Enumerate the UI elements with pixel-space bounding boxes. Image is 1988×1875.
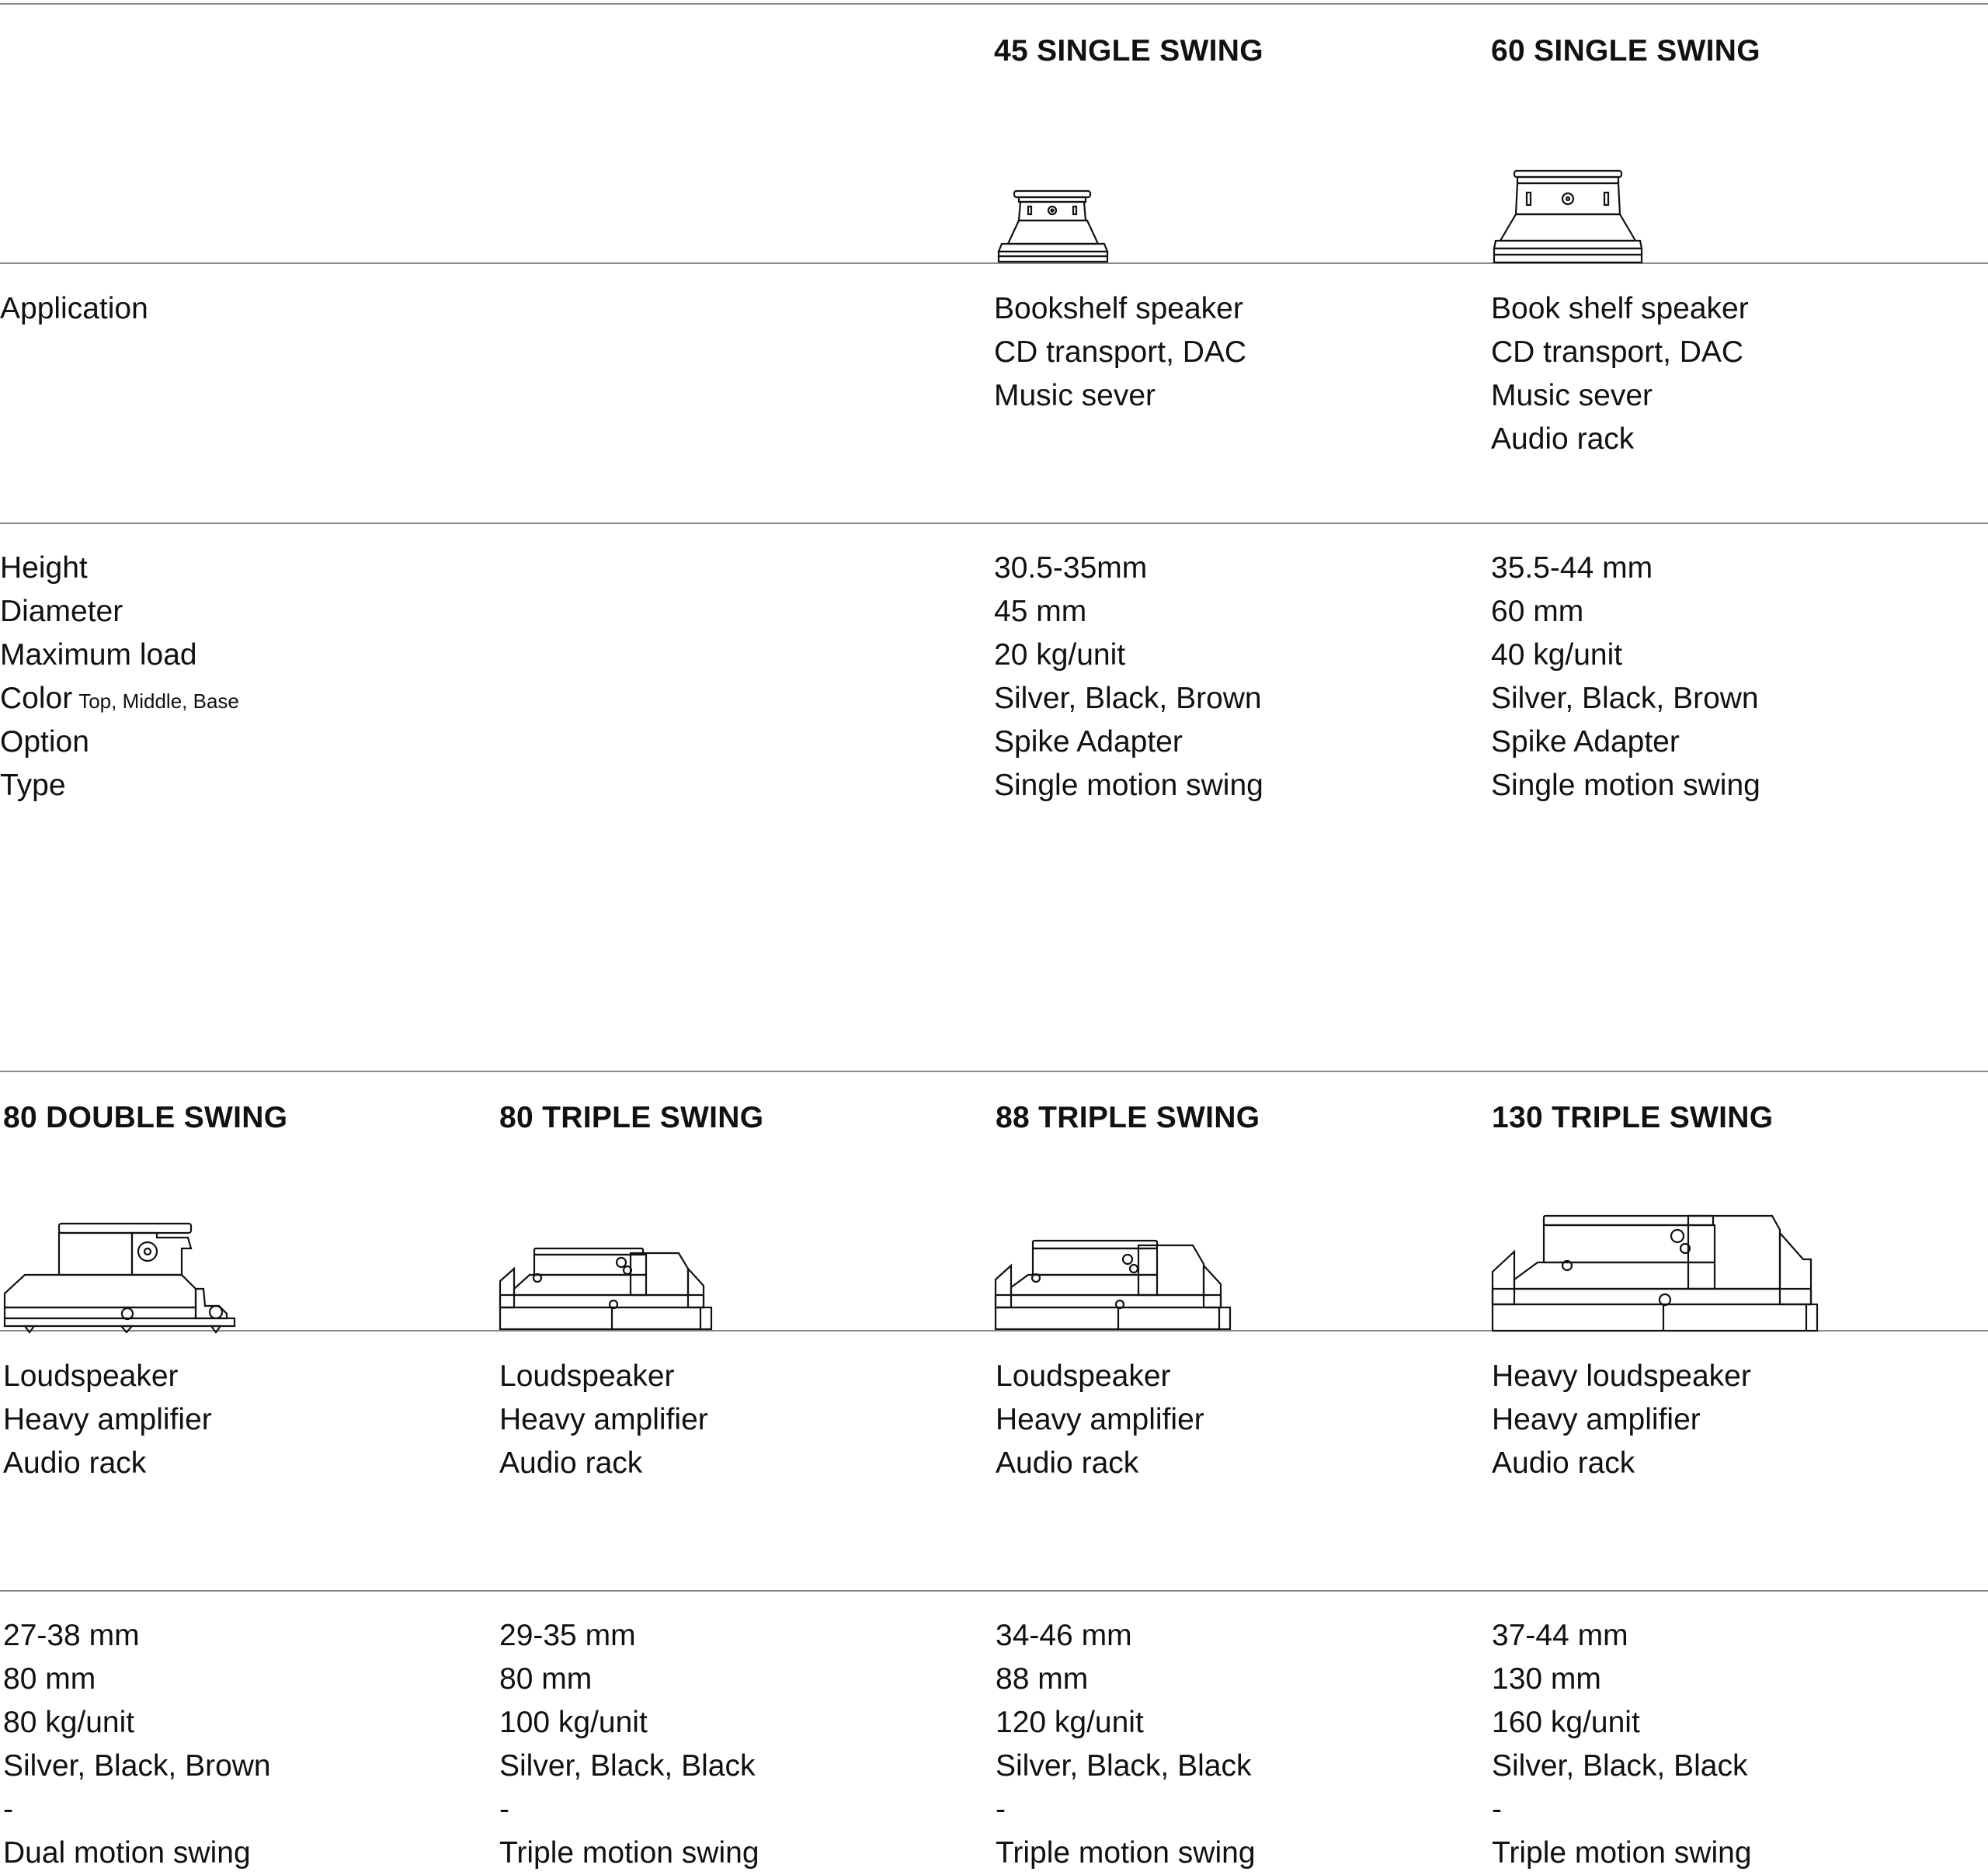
spec-list-80-double — [3, 1614, 271, 1875]
application-divider-bottom — [0, 1590, 1988, 1592]
application-item: Music sever — [994, 379, 1156, 412]
spec-color: Silver, Black, Black — [996, 1749, 1252, 1783]
spec-option: - — [996, 1793, 1006, 1826]
application-list-80-triple — [499, 1355, 708, 1485]
application-item: Heavy amplifier — [499, 1403, 708, 1436]
spec-height: 27-38 mm — [3, 1619, 140, 1652]
spec-max-load: 120 kg/unit — [996, 1706, 1144, 1739]
footer-130-triple-icon — [1491, 1213, 1821, 1332]
spec-max-load: 40 kg/unit — [1491, 638, 1623, 672]
spec-height: 35.5-44 mm — [1491, 551, 1653, 585]
product-title-45-single: 45 SINGLE SWING — [994, 34, 1263, 68]
spec-color: Silver, Black, Brown — [994, 682, 1262, 715]
spec-diameter: 45 mm — [994, 595, 1087, 628]
spec-type: Triple motion swing — [499, 1836, 759, 1870]
product-title-130-triple: 130 TRIPLE SWING — [1492, 1101, 1774, 1134]
application-item: Audio rack — [499, 1446, 643, 1480]
spec-list-88-triple — [996, 1614, 1256, 1875]
label-max-load: Maximum load — [0, 638, 197, 672]
footer-45-single-icon — [997, 189, 1110, 263]
spec-option: Spike Adapter — [994, 725, 1183, 759]
label-application: Application — [0, 292, 148, 325]
spec-list-80-triple — [499, 1614, 759, 1875]
footer-80-double-icon — [2, 1222, 238, 1332]
spec-list-130-triple — [1492, 1614, 1752, 1875]
application-item: Audio rack — [3, 1446, 147, 1480]
label-option: Option — [0, 725, 89, 759]
spec-option: - — [3, 1793, 13, 1826]
application-list-88-triple — [996, 1355, 1204, 1485]
application-item: Heavy amplifier — [3, 1403, 212, 1436]
spec-diameter: 130 mm — [1492, 1662, 1601, 1696]
label-type: Type — [0, 769, 66, 802]
label-height: Height — [0, 551, 88, 585]
spec-type: Single motion swing — [1491, 769, 1760, 802]
spec-max-load: 160 kg/unit — [1492, 1706, 1640, 1739]
application-item: Music sever — [1491, 379, 1653, 412]
spec-diameter: 88 mm — [996, 1662, 1089, 1696]
application-item: Heavy amplifier — [1492, 1403, 1701, 1436]
footer-88-triple-icon — [994, 1239, 1235, 1332]
spec-list-45 — [994, 547, 1263, 807]
product-title-80-double: 80 DOUBLE SWING — [3, 1101, 288, 1134]
application-list-45 — [994, 287, 1246, 418]
spec-type: Triple motion swing — [996, 1836, 1256, 1870]
spec-type: Triple motion swing — [1492, 1836, 1752, 1870]
spec-color: Silver, Black, Brown — [1491, 682, 1759, 715]
section-divider — [0, 1071, 1988, 1072]
spec-height: 30.5-35mm — [994, 551, 1148, 585]
application-item: Audio rack — [1491, 422, 1635, 456]
spec-height: 29-35 mm — [499, 1619, 636, 1652]
product-title-88-triple: 88 TRIPLE SWING — [996, 1101, 1260, 1134]
spec-diameter: 80 mm — [499, 1662, 593, 1696]
spec-color: Silver, Black, Black — [499, 1749, 756, 1783]
footer-60-single-icon — [1491, 169, 1646, 264]
header-divider-top — [0, 262, 1988, 264]
spec-option: - — [1492, 1793, 1502, 1826]
spec-color: Silver, Black, Brown — [3, 1749, 271, 1783]
spec-max-load: 80 kg/unit — [3, 1706, 135, 1739]
footer-80-triple-icon — [499, 1245, 716, 1332]
spec-option: Spike Adapter — [1491, 725, 1680, 759]
application-item: Loudspeaker — [996, 1359, 1171, 1393]
application-list-130-triple — [1492, 1355, 1751, 1485]
application-item: Heavy loudspeaker — [1492, 1359, 1751, 1393]
application-item: Audio rack — [1492, 1446, 1635, 1480]
application-item: Book shelf speaker — [1491, 292, 1749, 325]
application-item: Heavy amplifier — [996, 1403, 1204, 1436]
product-title-60-single: 60 SINGLE SWING — [1491, 34, 1760, 68]
spec-list-60 — [1491, 547, 1760, 807]
spec-diameter: 60 mm — [1491, 595, 1584, 628]
product-title-80-triple: 80 TRIPLE SWING — [499, 1101, 764, 1134]
application-divider-top — [0, 523, 1988, 524]
spec-max-load: 100 kg/unit — [499, 1706, 648, 1739]
label-color: Color Top, Middle, Base — [0, 682, 239, 715]
application-item: CD transport, DAC — [1491, 335, 1744, 369]
spec-labels-top — [0, 547, 239, 807]
application-item: Audio rack — [996, 1446, 1139, 1480]
spec-height: 37-44 mm — [1492, 1619, 1628, 1652]
application-list-80-double — [3, 1355, 212, 1485]
label-color-note: Top, Middle, Base — [78, 689, 239, 713]
spec-max-load: 20 kg/unit — [994, 638, 1126, 672]
label-diameter: Diameter — [0, 595, 123, 628]
application-item: Loudspeaker — [3, 1359, 179, 1393]
application-item: Bookshelf speaker — [994, 292, 1243, 325]
spec-option: - — [499, 1793, 509, 1826]
application-item: CD transport, DAC — [994, 335, 1247, 369]
spec-type: Single motion swing — [994, 769, 1263, 802]
spec-diameter: 80 mm — [3, 1662, 96, 1696]
application-list-60 — [1491, 287, 1749, 461]
spec-height: 34-46 mm — [996, 1619, 1132, 1652]
spec-color: Silver, Black, Black — [1492, 1749, 1748, 1783]
top-border-rule — [0, 3, 1988, 5]
application-item: Loudspeaker — [499, 1359, 675, 1393]
spec-type: Dual motion swing — [3, 1836, 251, 1870]
